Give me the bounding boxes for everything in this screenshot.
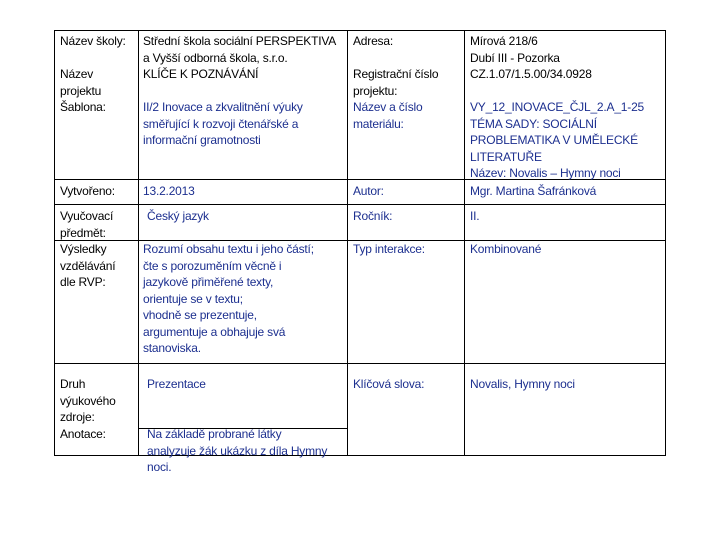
value-annotation: Na základě probrané látky analyzuje žák ukázku z díla Hymny noci. bbox=[147, 427, 328, 474]
value-address: Mírová 218/6 Dubí III - Pozorka bbox=[470, 34, 560, 65]
column-divider bbox=[138, 31, 139, 455]
value-interaction: Kombinované bbox=[470, 242, 542, 256]
label-address: Adresa: bbox=[353, 34, 393, 48]
label-created: Vytvořeno: bbox=[60, 184, 115, 198]
label-author: Autor: bbox=[353, 184, 384, 198]
value-template: II/2 Inovace a zkvalitnění výuky směřující k rozvoji čtenářské a informační gramotnosti bbox=[143, 100, 303, 147]
row-divider bbox=[55, 204, 665, 205]
label-subject: Vyučovací předmět: bbox=[60, 209, 114, 240]
value-author: Mgr. Martina Šafránková bbox=[470, 184, 597, 198]
value-grade: II. bbox=[470, 209, 480, 223]
column-divider bbox=[347, 31, 348, 455]
value-school: Střední škola sociální PERSPEKTIVA a Vyšší odborná škola, s.r.o. bbox=[143, 34, 337, 65]
label-outcomes: Výsledky vzdělávání dle RVP: bbox=[60, 242, 116, 289]
label-grade: Ročník: bbox=[353, 209, 393, 223]
column-divider bbox=[464, 31, 465, 455]
value-reg-number: CZ.1.07/1.5.00/34.0928 bbox=[470, 67, 592, 81]
row-divider bbox=[55, 363, 665, 364]
value-project-name: KLÍČE K POZNÁVÁNÍ bbox=[143, 67, 259, 81]
label-reg-number: Registrační číslo projektu: bbox=[353, 67, 439, 98]
label-material-name: Název a číslo materiálu: bbox=[353, 100, 423, 131]
value-keywords: Novalis, Hymny noci bbox=[470, 377, 575, 391]
value-material-name: VY_12_INOVACE_ČJL_2.A_1-25 TÉMA SADY: SOCIÁLNÍ PROBLEMATIKA V UMĚLECKÉ LITERATUŘE Název: Novalis – Hymny noci bbox=[470, 100, 645, 180]
label-template: Šablona: bbox=[60, 100, 106, 114]
label-project-name: Název projektu bbox=[60, 67, 102, 98]
label-annotation: Anotace: bbox=[60, 427, 106, 441]
label-source: Druh výukového zdroje: bbox=[60, 377, 116, 424]
value-created: 13.2.2013 bbox=[143, 184, 195, 198]
value-outcomes: Rozumí obsahu textu i jeho částí; čte s porozuměním věcně i jazykově přiměřené texty, orientuje se v textu; vhodně se prezentuje, argumentuje a obhajuje svá stanoviska. bbox=[143, 242, 314, 355]
value-source: Prezentace bbox=[147, 377, 206, 391]
label-school: Název školy: bbox=[60, 34, 126, 48]
label-interaction: Typ interakce: bbox=[353, 242, 425, 256]
label-keywords: Klíčová slova: bbox=[353, 377, 425, 391]
value-subject: Český jazyk bbox=[147, 209, 209, 223]
